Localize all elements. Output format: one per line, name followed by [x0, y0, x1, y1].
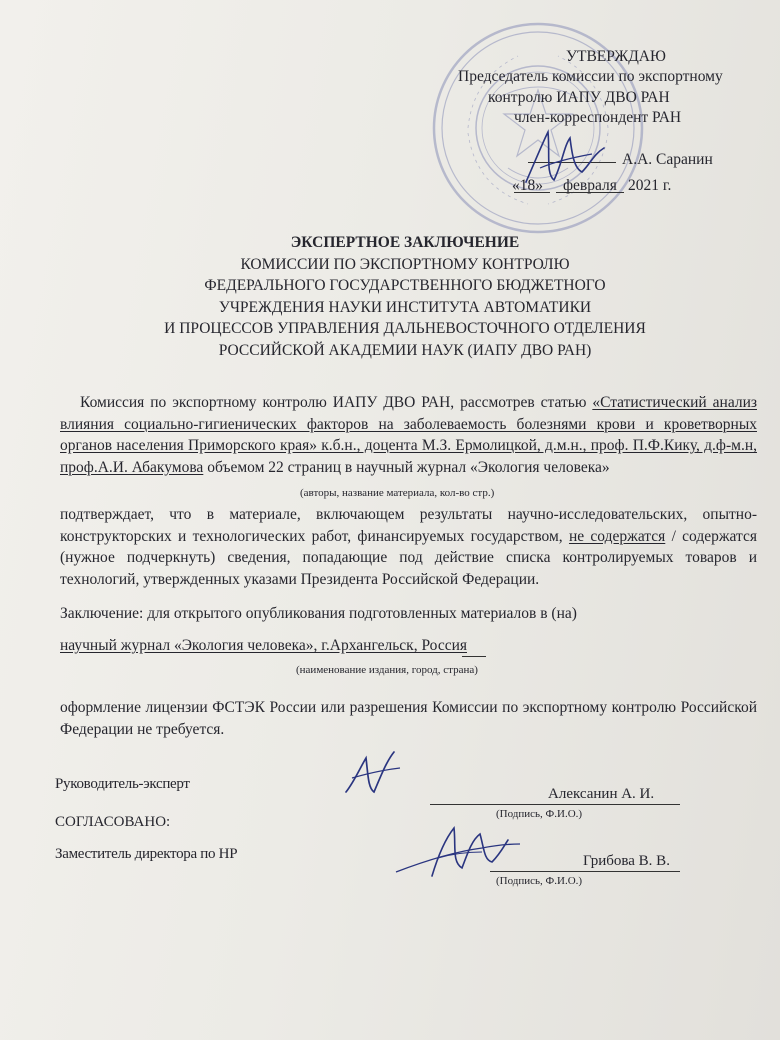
- license-paragraph: оформление лицензии ФСТЭК России или разрешения Комиссии по экспортному контролю Российской Федерации не требуется.: [60, 699, 757, 738]
- publication-underline-tail: [462, 656, 486, 657]
- not-contain-text: не содержатся: [568, 527, 666, 545]
- caption-sig2: (Подпись, Ф.И.О.): [496, 875, 583, 887]
- deputy-signature-icon: [392, 822, 524, 882]
- approval-date-day: «18»: [512, 177, 543, 194]
- approval-line2: контролю ИАПУ ДВО РАН: [488, 89, 670, 106]
- caption-publication: (наименование издания, город, страна): [296, 664, 478, 676]
- review-paragraph: [60, 392, 757, 478]
- title-line6: РОССИЙСКОЙ АКАДЕМИИ НАУК (ИАПУ ДВО РАН): [218, 341, 592, 359]
- expert-signature-icon: [338, 748, 412, 804]
- agreed-label: СОГЛАСОВАНО:: [55, 814, 171, 830]
- deputy-name: Грибова В. В.: [583, 853, 670, 869]
- expert-name: Алексанин А. И.: [548, 786, 655, 802]
- caption-authors: (авторы, название материала, кол-во стр.): [300, 487, 495, 499]
- material-title: «Статистический анализ влияния социально-гигиенических факторов на заболеваемость болезнями крови и кроветворных органов населения Приморского края» к.б.н., доцента М.З. Ермолицкой, д.м.н., проф. П.Ф.Кику, д.ф-м.н, проф.А.И. Абакумова: [60, 394, 757, 476]
- confirm-text-part1: подтверждает, что в материале, включающем результаты научно-исследовательских, опытно-конструкторских и технологических работ, финансируемых государством,: [60, 506, 757, 545]
- deputy-signature-line: [490, 871, 680, 872]
- document-title: [60, 232, 750, 361]
- role-deputy-label: Заместитель директора по НР: [55, 846, 238, 862]
- confirm-paragraph: [60, 504, 757, 590]
- conclusion-text: Заключение: для открытого опубликования подготовленных материалов в (на): [60, 605, 577, 622]
- title-line1: ЭКСПЕРТНОЕ ЗАКЛЮЧЕНИЕ: [290, 234, 520, 251]
- title-line3: ФЕДЕРАЛЬНОГО ГОСУДАРСТВЕННОГО БЮДЖЕТНОГО: [204, 277, 606, 294]
- title-line2: КОМИССИИ ПО ЭКСПОРТНОМУ КОНТРОЛЮ: [240, 255, 570, 273]
- approval-line3: член-корреспондент РАН: [514, 109, 682, 126]
- intro-text: Комиссия по экспортному контролю ИАПУ ДВО РАН, рассмотрев статью: [80, 394, 587, 411]
- approval-date-year: 2021 г.: [628, 177, 672, 194]
- volume-text: объемом 22 страниц в научный журнал «Экология человека»: [207, 458, 610, 476]
- approval-line1: Председатель комиссии по экспортному: [458, 68, 723, 85]
- approval-signature-icon: [520, 124, 610, 194]
- caption-sig1: (Подпись, Ф.И.О.): [496, 808, 583, 820]
- confirm-text-part2: / содержатся (нужное подчеркнуть) сведения, попадающие под действие списка контролируемых товаров и технологий, утвержденных указами Президента Российской Федерации.: [60, 527, 758, 588]
- approval-heading: УТВЕРЖДАЮ: [566, 48, 666, 65]
- publication-text: научный журнал «Экология человека», г.Архангельск, Россия: [60, 637, 467, 654]
- expert-signature-line: [430, 804, 680, 805]
- approval-signer: А.А. Саранин: [622, 151, 713, 168]
- role-expert-label: Руководитель-эксперт: [55, 776, 190, 792]
- title-line5: И ПРОЦЕССОВ УПРАВЛЕНИЯ ДАЛЬНЕВОСТОЧНОГО ОТДЕЛЕНИЯ: [164, 320, 646, 337]
- approval-date-month: февраля: [563, 177, 617, 194]
- title-line4: УЧРЕЖДЕНИЯ НАУКИ ИНСТИТУТА АВТОМАТИКИ: [218, 298, 592, 316]
